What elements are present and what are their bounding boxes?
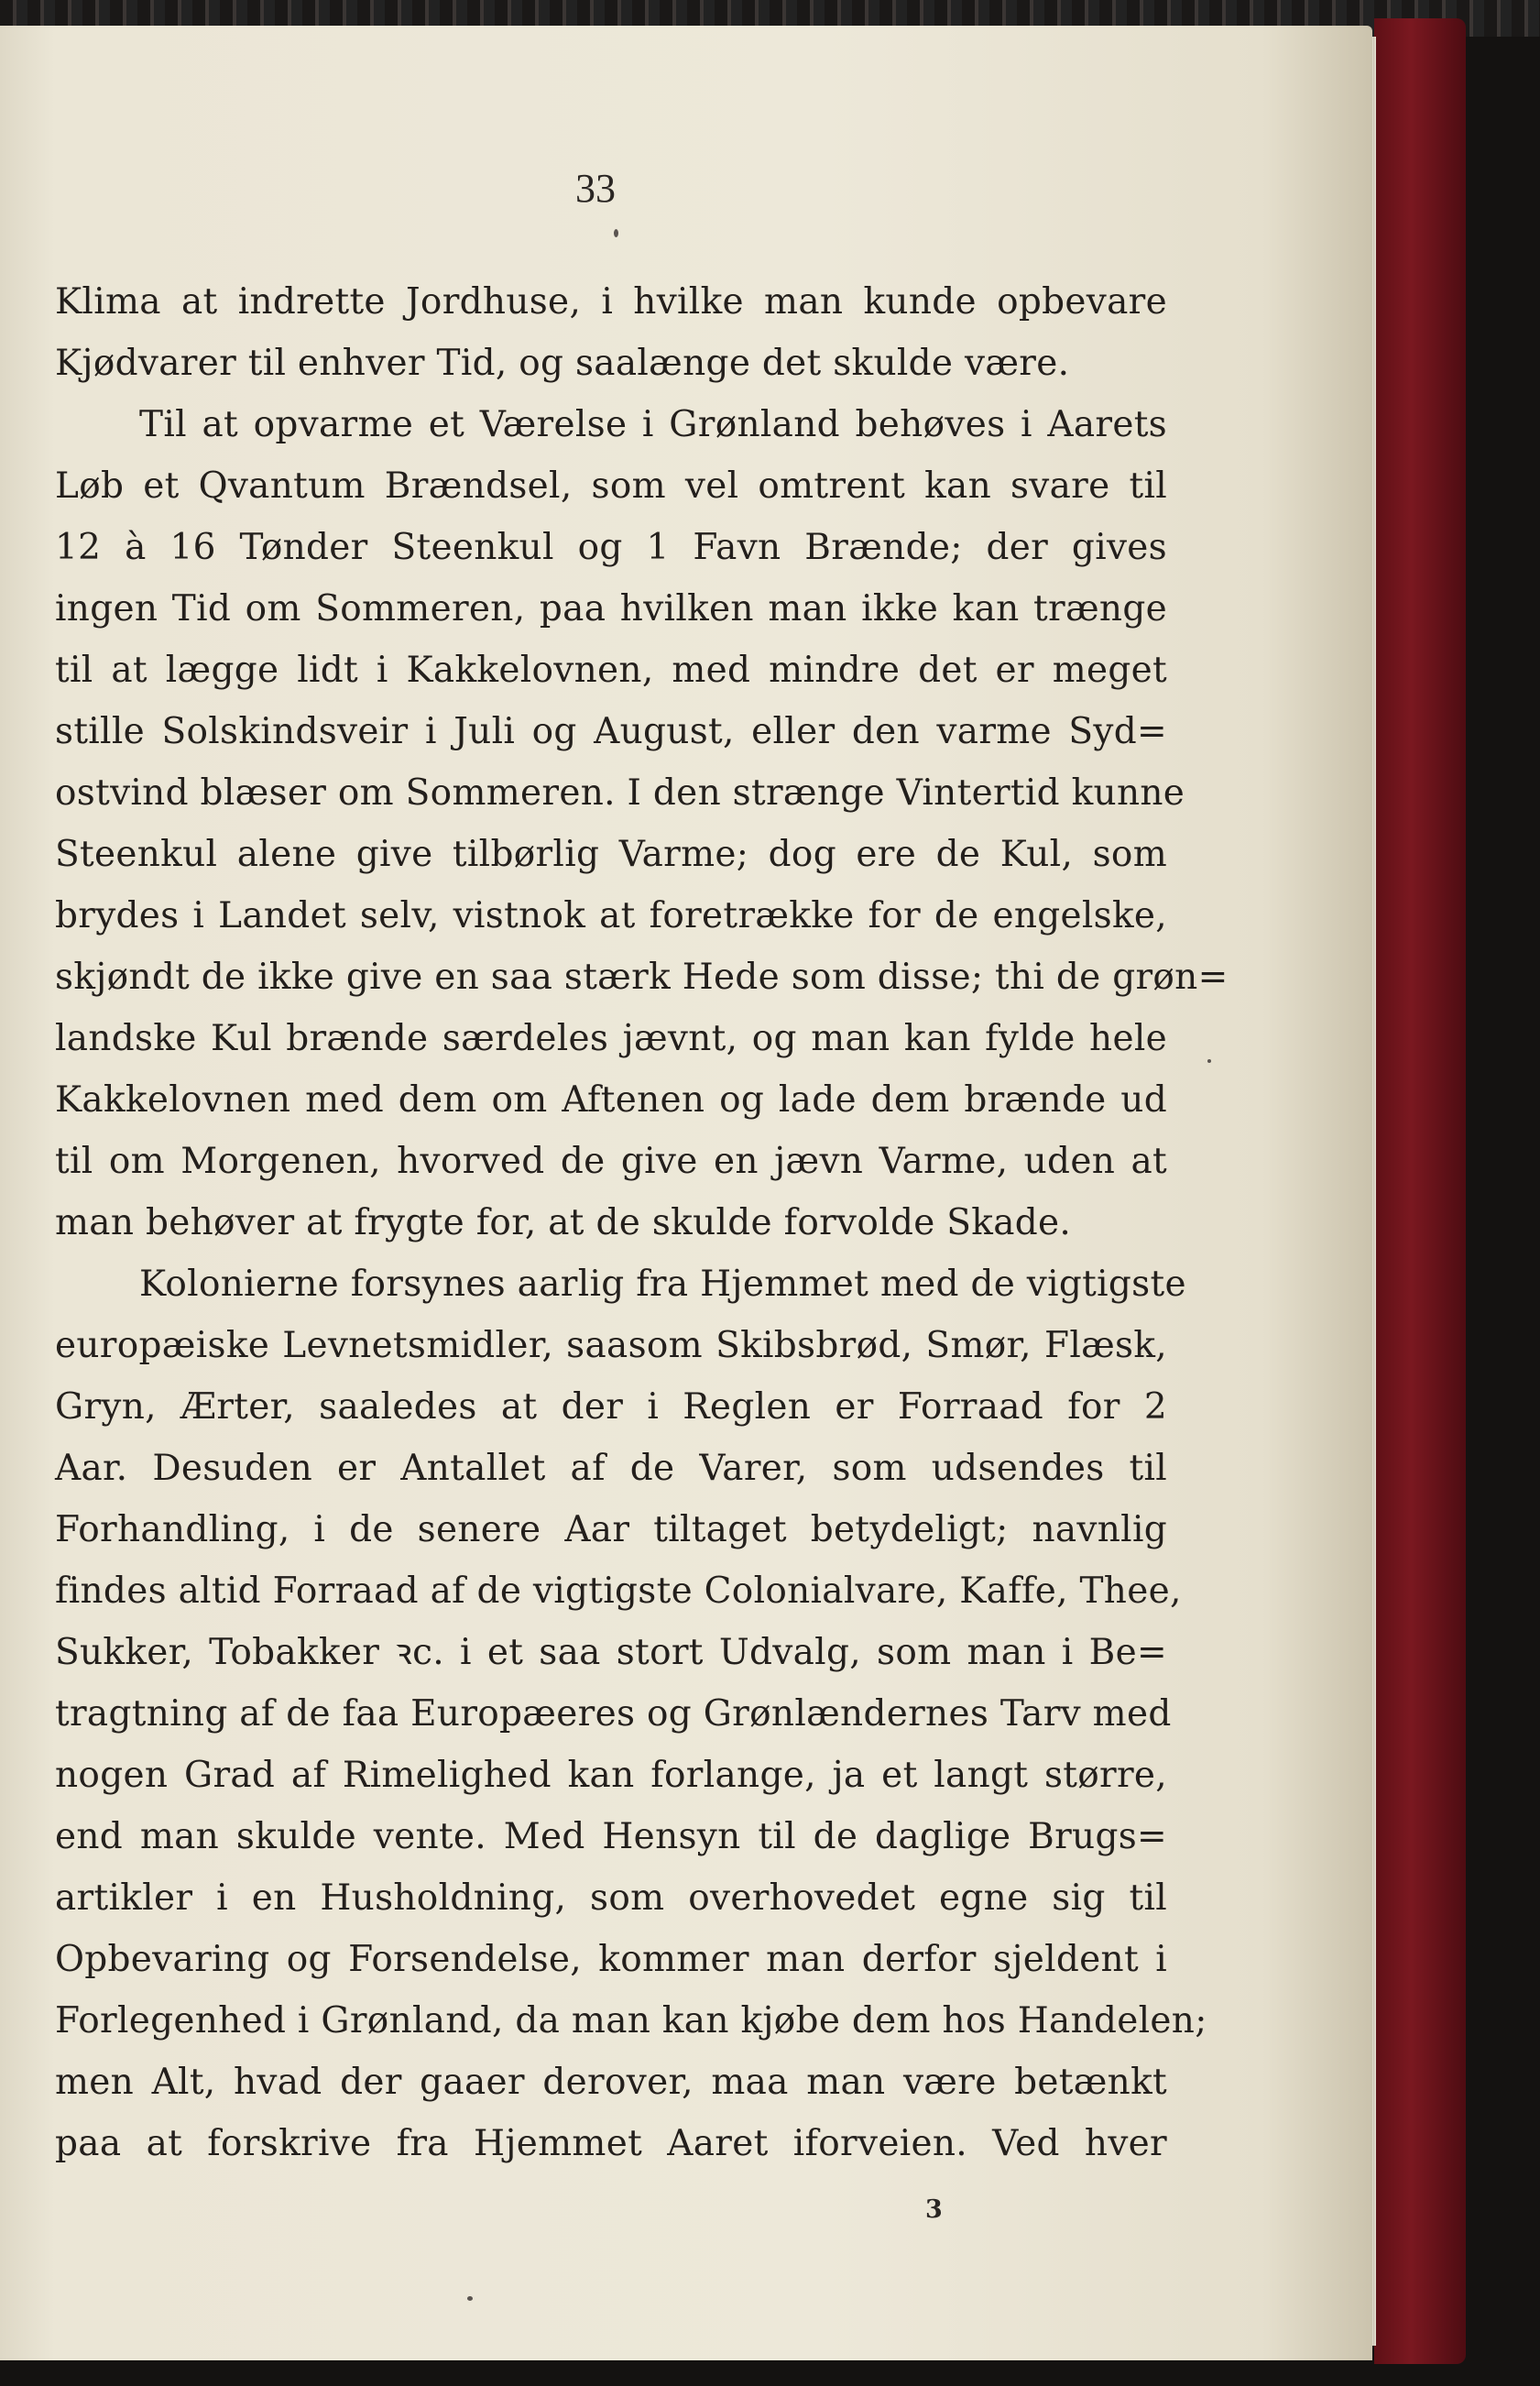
- book-cover: [1374, 18, 1466, 2364]
- text-line: Steenkul alene give tilbørlig Varme; dog ere de Kul, som: [55, 834, 1167, 875]
- book-page: [0, 26, 1372, 2360]
- page-number: 33: [575, 166, 616, 211]
- text-line: ostvind blæser om Sommeren. I den strænge Vintertid kunne: [55, 772, 1185, 814]
- text-line: Forlegenhed i Grønland, da man kan kjøbe dem hos Handelen;: [55, 2000, 1207, 2041]
- text-line: Opbevaring og Forsendelse, kommer man derfor sjeldent i: [55, 1939, 1167, 1980]
- text-line: skjøndt de ikke give en saa stærk Hede som disse; thi de grøn=: [55, 957, 1229, 998]
- paper-speck: [1207, 1059, 1211, 1063]
- text-line: stille Solskindsveir i Juli og August, eller den varme Syd=: [55, 711, 1167, 752]
- text-line: men Alt, hvad der gaaer derover, maa man være betænkt: [55, 2062, 1167, 2103]
- text-line: landske Kul brænde særdeles jævnt, og man kan fylde hele: [55, 1018, 1167, 1059]
- text-line: Klima at indrette Jordhuse, i hvilke man kunde opbevare: [55, 281, 1167, 323]
- text-line: tragtning af de faa Europæeres og Grønlændernes Tarv med: [55, 1693, 1172, 1735]
- text-line: ingen Tid om Sommeren, paa hvilken man ikke kan trænge: [55, 588, 1167, 629]
- text-line: Kjødvarer til enhver Tid, og saalænge det skulde være.: [55, 343, 1070, 384]
- text-line: til om Morgenen, hvorved de give en jævn Varme, uden at: [55, 1141, 1167, 1182]
- text-line: nogen Grad af Rimelighed kan forlange, ja et langt større,: [55, 1755, 1167, 1796]
- paper-speck: [614, 229, 618, 237]
- text-line: man behøver at frygte for, at de skulde forvolde Skade.: [55, 1202, 1072, 1243]
- body-text: [55, 271, 1229, 2174]
- text-line: Løb et Qvantum Brændsel, som vel omtrent kan svare til: [55, 465, 1167, 507]
- signature-mark: 3: [925, 2195, 943, 2224]
- text-line: Til at opvarme et Værelse i Grønland behøves i Aarets: [139, 404, 1167, 445]
- text-line: Sukker, Tobakker ꝛc. i et saa stort Udvalg, som man i Be=: [55, 1632, 1167, 1673]
- text-line: Kakkelovnen med dem om Aftenen og lade dem brænde ud: [55, 1079, 1167, 1121]
- text-line: europæiske Levnetsmidler, saasom Skibsbrød, Smør, Flæsk,: [55, 1325, 1167, 1366]
- text-line: findes altid Forraad af de vigtigste Colonialvare, Kaffe, Thee,: [55, 1571, 1182, 1612]
- text-line: Forhandling, i de senere Aar tiltaget betydeligt; navnlig: [55, 1509, 1167, 1550]
- text-line: artikler i en Husholdning, som overhovedet egne sig til: [55, 1877, 1167, 1919]
- text-line: 12 à 16 Tønder Steenkul og 1 Favn Brænde; der gives: [55, 527, 1167, 568]
- text-line: til at lægge lidt i Kakkelovnen, med mindre det er meget: [55, 650, 1167, 691]
- text-line: Gryn, Ærter, saaledes at der i Reglen er Forraad for 2: [55, 1386, 1167, 1428]
- text-line: Aar. Desuden er Antallet af de Varer, som udsendes til: [55, 1448, 1167, 1489]
- paper-speck: [467, 2296, 473, 2301]
- text-line: end man skulde vente. Med Hensyn til de daglige Brugs=: [55, 1816, 1167, 1857]
- text-line: brydes i Landet selv, vistnok at foretrække for de engelske,: [55, 895, 1167, 936]
- text-line: paa at forskrive fra Hjemmet Aaret iforveien. Ved hver: [55, 2123, 1167, 2164]
- text-line: Kolonierne forsynes aarlig fra Hjemmet med de vigtigste: [139, 1264, 1186, 1305]
